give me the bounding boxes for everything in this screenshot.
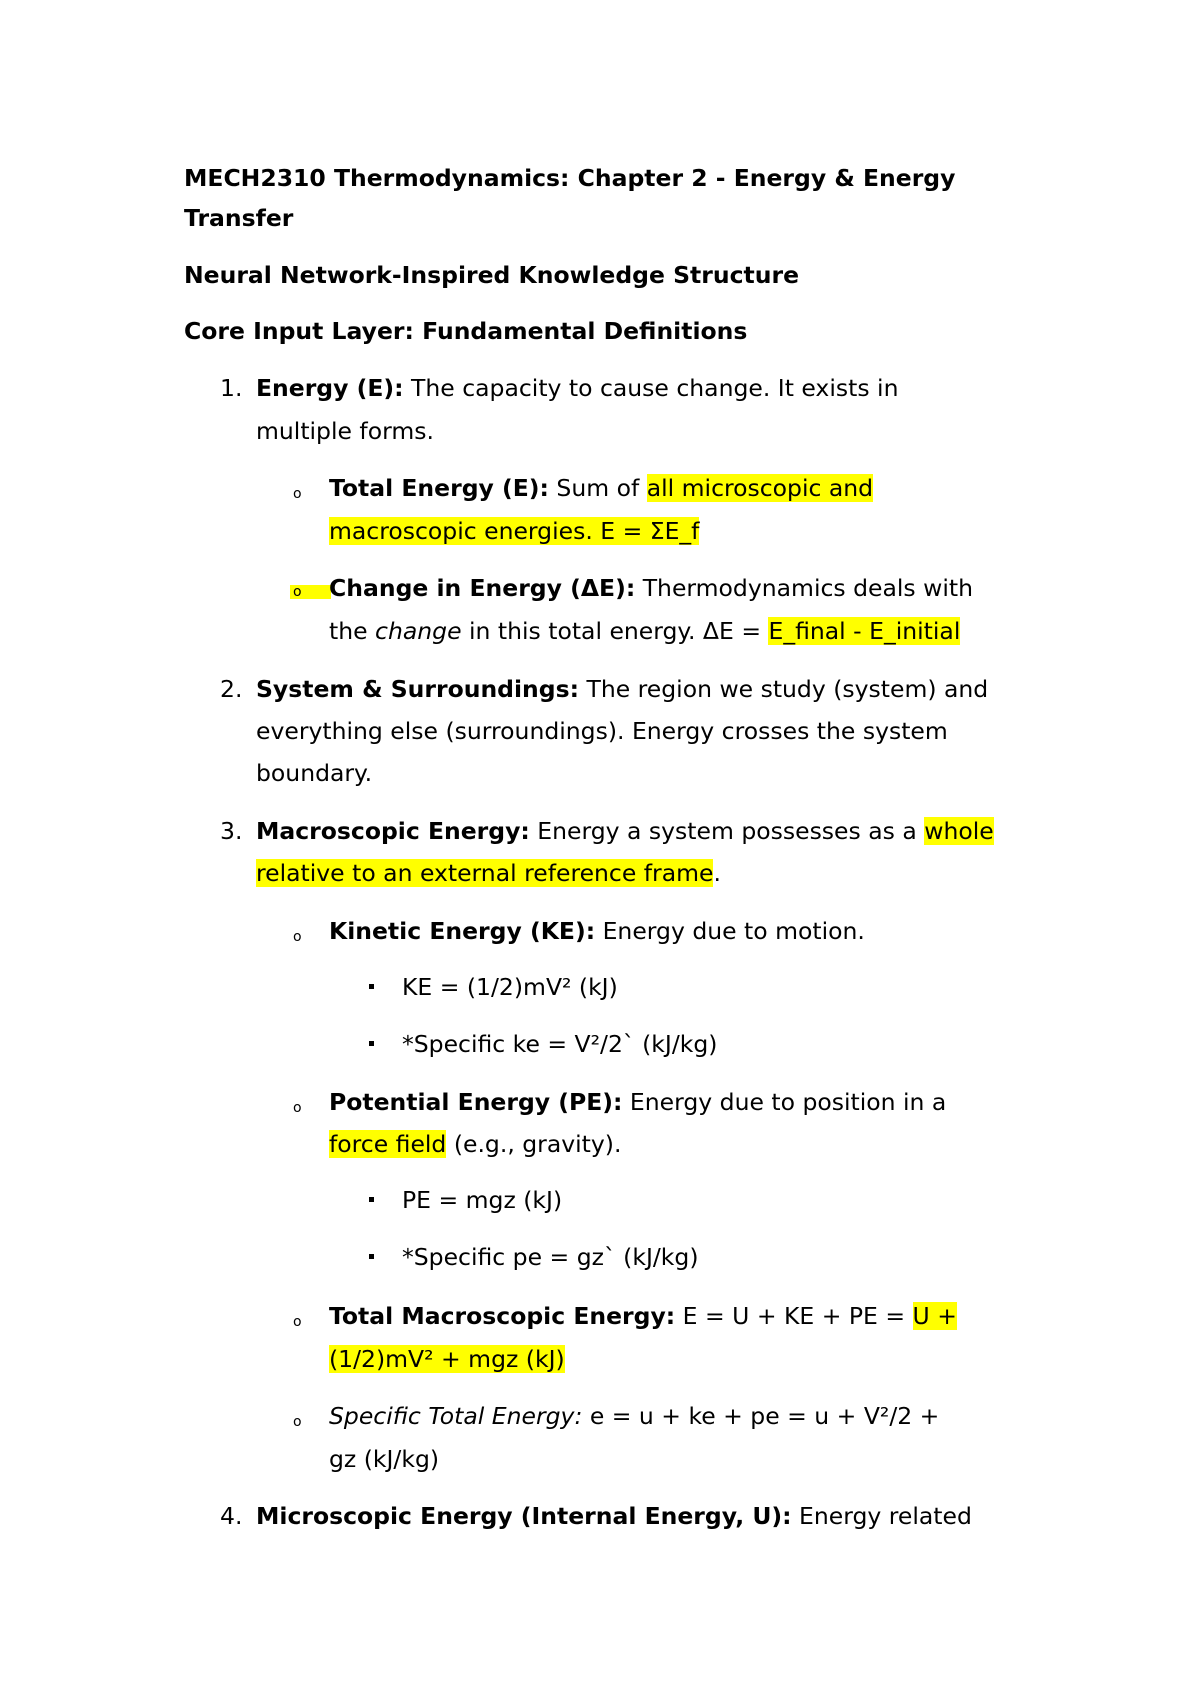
list-item-cont: multiple forms. xyxy=(256,417,434,445)
square-bullet-icon xyxy=(369,984,374,989)
circle-bullet-icon: o xyxy=(290,585,331,599)
sub-item: Change in Energy (ΔE): Thermodynamics deals with xyxy=(329,574,973,602)
square-bullet-icon xyxy=(369,1254,374,1259)
list-item: Energy (E): The capacity to cause change. It exists in xyxy=(256,374,899,402)
circle-bullet-icon: o xyxy=(293,1314,302,1330)
sub-item: Potential Energy (PE): Energy due to position in a xyxy=(329,1088,947,1116)
square-bullet-icon xyxy=(369,1041,374,1046)
circle-bullet-icon: o xyxy=(293,1100,302,1116)
square-bullet-icon xyxy=(369,1197,374,1202)
sub-item-cont: force field (e.g., gravity). xyxy=(329,1130,622,1158)
circle-bullet-icon: o xyxy=(293,486,302,502)
page-title: MECH2310 Thermodynamics: Chapter 2 - Energy & Energy xyxy=(184,164,956,192)
list-item-cont: everything else (surroundings). Energy crosses the system xyxy=(256,717,948,745)
list-item-cont: relative to an external reference frame. xyxy=(256,859,721,887)
list-item: Microscopic Energy (Internal Energy, U): Energy related xyxy=(256,1502,972,1530)
sub-item-cont: (1/2)mV² + mgz (kJ) xyxy=(329,1345,565,1373)
sub-item: Specific Total Energy: e = u + ke + pe = u + V²/2 + xyxy=(329,1402,940,1430)
list-number: 1. xyxy=(220,374,243,402)
sub-item: Total Macroscopic Energy: E = U + KE + PE = U + xyxy=(329,1302,957,1330)
list-item: System & Surroundings: The region we study (system) and xyxy=(256,675,989,703)
section-heading: Core Input Layer: Fundamental Definitions xyxy=(184,317,748,345)
sub-item-cont: macroscopic energies. E = ΣE_f xyxy=(329,517,700,545)
list-item-cont: boundary. xyxy=(256,759,373,787)
sub-item: Kinetic Energy (KE): Energy due to motion. xyxy=(329,917,865,945)
sub-sub-item: *Specific ke = V²/2` (kJ/kg) xyxy=(402,1030,718,1058)
subtitle: Neural Network-Inspired Knowledge Structure xyxy=(184,261,800,289)
sub-item-cont: gz (kJ/kg) xyxy=(329,1445,440,1473)
list-number: 4. xyxy=(220,1502,243,1530)
list-number: 3. xyxy=(220,817,243,845)
sub-sub-item: KE = (1/2)mV² (kJ) xyxy=(402,973,618,1001)
sub-item-cont: the change in this total energy. ΔE = E_final - E_initial xyxy=(329,617,961,645)
sub-sub-item: PE = mgz (kJ) xyxy=(402,1186,563,1214)
list-number: 2. xyxy=(220,675,243,703)
circle-bullet-icon: o xyxy=(293,929,302,945)
page-title-cont: Transfer xyxy=(184,204,294,232)
circle-bullet-icon: o xyxy=(293,1414,302,1430)
sub-sub-item: *Specific pe = gz` (kJ/kg) xyxy=(402,1243,699,1271)
list-item: Macroscopic Energy: Energy a system possesses as a whole xyxy=(256,817,994,845)
sub-item: Total Energy (E): Sum of all microscopic and xyxy=(329,474,874,502)
